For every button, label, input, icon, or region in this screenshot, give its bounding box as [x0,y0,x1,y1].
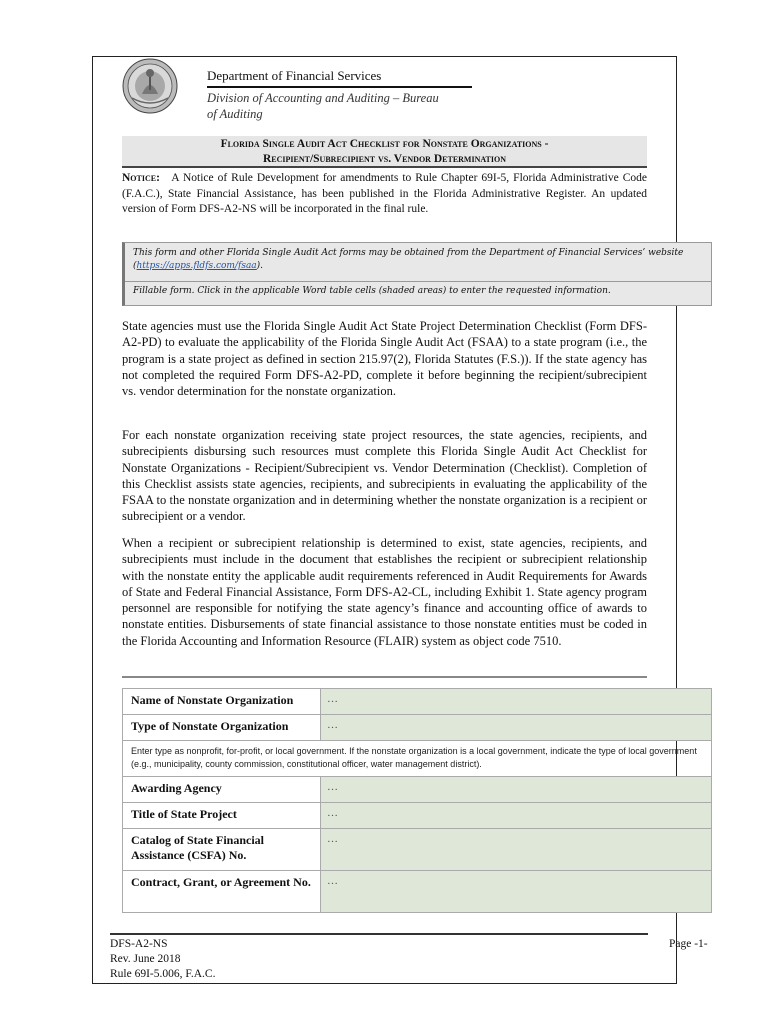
state-project-title-field[interactable]: … [321,803,712,829]
section-divider [122,676,647,678]
info-forms-text: This form and other Florida Single Audit Act forms may be obtained from the Department of Financial Services’ website [133,248,684,258]
agency-header [207,68,477,122]
footer-rule [110,933,648,935]
csfa-no-label: Catalog of State Financial Assistance (CSFA) No. [123,829,321,871]
info-divider [125,281,711,282]
footer-form-id: DFS-A2-NS [110,938,168,950]
table-row [123,715,712,741]
table-row [123,777,712,803]
department-name: Department of Financial Services [207,68,382,83]
nonstate-org-type-label: Type of Nonstate Organization [123,715,321,741]
organization-info-table [122,688,712,913]
info-box [122,242,712,306]
footer-rule-citation: Rule 69I-5.006, F.A.C. [110,968,216,980]
contract-no-field[interactable]: … [321,871,712,913]
paragraph-checklist-purpose: For each nonstate organization receiving state project resources, the state agencies, recipients, and subrecipients disbursing such resources must complete this Florida Single Audit Act Checklist for Nonstate Organizations - Recipient/Subrecipient vs. Vendor Determination (Checklist). Completion of this Checklist assists state agencies, recipients, and subrecipients in evaluating the applicability of the FSAA to the nonstate organization and in determining whether the nonstate organization is a recipient or subrecipient or a vendor. [122,428,647,524]
paragraph-audit-requirements: When a recipient or subrecipient relationship is determined to exist, state agencies, recipients, and subrecipients must include in the document that establishes the recipient or subrecipient relationship with the nonstate entity the applicable audit requirements referenced in Audit Requirements for Awards of State and Federal Financial Assistance, Form DFS-A2-CL, including Exhibit 1. State agency program personnel are responsible for notifying the state agency’s finance and accounting office of awards to nonstate entities. Disbursements of state financial assistance to those nonstate entities must be coded in the Florida Accounting and Information Resource (FLAIR) system as object code 7510. [122,536,647,648]
awarding-agency-field[interactable]: … [321,777,712,803]
csfa-no-field[interactable]: … [321,829,712,871]
state-seal-icon [122,58,178,114]
division-name-line2: of Auditing [207,107,263,121]
form-title-line1: Florida Single Audit Act Checklist for Nonstate Organizations - [220,138,549,150]
link-paren-close: ). [256,261,264,271]
form-title [122,136,647,168]
rule-notice [122,171,647,218]
info-forms-availability [133,247,708,273]
notice-label: Notice: [122,172,160,184]
table-row [123,803,712,829]
fillable-form-instructions: Fillable form. Click in the applicable Word table cells (shaded areas) to enter the requested information. [133,286,611,296]
table-row [123,871,712,913]
division-name-line1: Division of Accounting and Auditing – Bureau [207,91,439,105]
page-number: Page -1- [669,938,708,950]
contract-no-label: Contract, Grant, or Agreement No. [123,871,321,913]
fsaa-website-link[interactable]: https://apps.fldfs.com/fsaa [136,261,257,271]
nonstate-org-type-field[interactable]: … [321,715,712,741]
table-row [123,689,712,715]
link-paren-open: ( [133,261,137,271]
nonstate-org-name-field[interactable]: … [321,689,712,715]
footer-revision: Rev. June 2018 [110,953,181,965]
header-rule [207,86,472,88]
org-type-instructions: Enter type as nonprofit, for-profit, or local government. If the nonstate organization is a local government, indicate the type of local government (e.g., municipality, county commission, constitutional officer, water management district). [123,741,712,777]
paragraph-state-project-determination: State agencies must use the Florida Single Audit Act State Project Determination Checklist (Form DFS-A2-PD) to evaluate the applicability of the Florida Single Audit Act (FSAA) to a state program (i.e., the program is a state project as defined in section 215.97(2), Florida Statutes (F.S.)). If the state agency has not completed the required Form DFS-A2-PD, complete it before beginning the recipient/subrecipient vs. vendor determination for the nonstate organization. [122,319,647,399]
form-title-line2: Recipient/Subrecipient vs. Vendor Determination [262,153,507,165]
nonstate-org-name-label: Name of Nonstate Organization [123,689,321,715]
table-row [123,829,712,871]
notice-text: A Notice of Rule Development for amendments to Rule Chapter 69I-5, Florida Administrative Code (F.A.C.), State Financial Assistance, has been published in the Florida Administrative Register. An updated version of Form DFS-A2-NS will be incorporated in the final rule. [122,172,648,215]
table-row [123,741,712,777]
footer-form-info [110,937,215,982]
state-project-title-label: Title of State Project [123,803,321,829]
awarding-agency-label: Awarding Agency [123,777,321,803]
